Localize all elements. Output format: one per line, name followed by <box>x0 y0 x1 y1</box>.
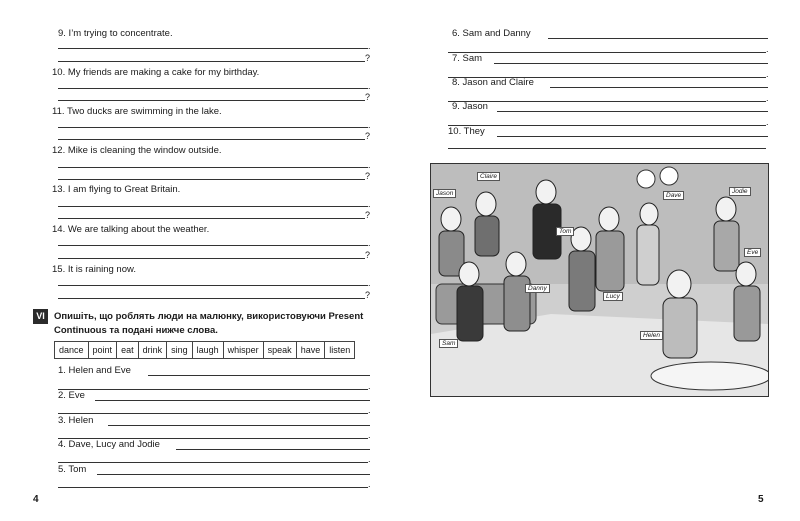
prompt-3: 3. Helen <box>58 415 94 426</box>
prompt-2: 2. Eve <box>58 390 85 401</box>
period-mark: . <box>368 120 371 130</box>
word-bank-cell: eat <box>117 342 139 359</box>
period-mark: . <box>368 238 371 248</box>
period-mark: . <box>766 69 769 79</box>
word-bank-cell: drink <box>138 342 167 359</box>
answer-line[interactable] <box>58 245 368 246</box>
exercise-item-14: 14. We are talking about the weather. <box>52 224 210 235</box>
picture-label-jodie: Jodie <box>729 187 751 196</box>
answer-line[interactable] <box>58 218 365 219</box>
question-mark: ? <box>365 53 371 63</box>
question-mark: ? <box>365 92 371 102</box>
prompt-7: 7. Sam <box>452 53 483 64</box>
answer-line[interactable] <box>448 101 766 102</box>
page-number: 5 <box>758 494 764 505</box>
prompt-1: 1. Helen and Eve <box>58 365 131 376</box>
answer-line[interactable] <box>108 425 370 426</box>
word-bank-cell: laugh <box>192 342 223 359</box>
question-mark: ? <box>365 171 371 181</box>
word-bank <box>54 341 355 359</box>
answer-line[interactable] <box>58 298 365 299</box>
answer-line[interactable] <box>58 487 368 488</box>
answer-line[interactable] <box>58 413 368 414</box>
exercise-item-12: 12. Mike is cleaning the window outside. <box>52 145 222 156</box>
answer-line[interactable] <box>497 111 768 112</box>
party-scene <box>431 164 768 396</box>
picture-label-lucy: Lucy <box>603 292 623 301</box>
word-bank-cell: have <box>296 342 325 359</box>
answer-line[interactable] <box>448 52 766 53</box>
answer-line[interactable] <box>148 375 370 376</box>
answer-line[interactable] <box>58 100 365 101</box>
prompt-10: 10. They <box>448 126 485 137</box>
answer-line[interactable] <box>58 127 368 128</box>
answer-line[interactable] <box>497 136 768 137</box>
answer-line[interactable] <box>58 389 368 390</box>
picture-label-claire: Claire <box>477 172 500 181</box>
prompt-6: 6. Sam and Danny <box>452 28 531 39</box>
word-bank-cell: whisper <box>223 342 263 359</box>
period-mark: . <box>368 81 371 91</box>
period-mark: . <box>368 41 371 51</box>
period-mark: . <box>368 199 371 209</box>
prompt-5: 5. Tom <box>58 464 87 475</box>
word-bank-cell: listen <box>325 342 355 359</box>
picture-label-tom: Tom <box>556 227 574 236</box>
exercise-item-13: 13. I am flying to Great Britain. <box>52 184 181 195</box>
answer-line[interactable] <box>58 139 365 140</box>
answer-line[interactable] <box>448 125 766 126</box>
period-mark: . <box>766 44 769 54</box>
answer-line[interactable] <box>176 449 370 450</box>
answer-line[interactable] <box>58 206 368 207</box>
section-instruction: Опишіть, що роблять люди на малюнку, використовуючи Present Continuous та подані нижче слова. <box>54 311 364 336</box>
period-mark: . <box>368 430 371 440</box>
picture-label-sam: Sam <box>439 339 458 348</box>
picture-label-helen: Helen <box>640 331 663 340</box>
prompt-8: 8. Jason and Claire <box>452 77 534 88</box>
answer-line[interactable] <box>58 285 368 286</box>
answer-line[interactable] <box>58 167 368 168</box>
word-bank-cell: speak <box>263 342 296 359</box>
period-mark: . <box>766 93 769 103</box>
question-mark: ? <box>365 250 371 260</box>
answer-line[interactable] <box>494 63 768 64</box>
page-number: 4 <box>33 494 39 505</box>
answer-line[interactable] <box>548 38 768 39</box>
answer-line[interactable] <box>448 148 766 149</box>
word-bank-cell: point <box>88 342 117 359</box>
word-bank-cell: sing <box>167 342 193 359</box>
party-illustration <box>430 163 769 397</box>
answer-line[interactable] <box>58 48 368 49</box>
exercise-item-15: 15. It is raining now. <box>52 264 136 275</box>
period-mark: . <box>368 381 371 391</box>
picture-label-eve: Eve <box>744 248 761 257</box>
period-mark: . <box>368 278 371 288</box>
prompt-9: 9. Jason <box>452 101 488 112</box>
picture-label-jason: Jason <box>433 189 456 198</box>
period-mark: . <box>368 405 371 415</box>
period-mark: . <box>368 160 371 170</box>
answer-line[interactable] <box>58 179 365 180</box>
question-mark: ? <box>365 210 371 220</box>
exercise-item-10: 10. My friends are making a cake for my birthday. <box>52 67 260 78</box>
answer-line[interactable] <box>550 87 768 88</box>
answer-line[interactable] <box>97 474 370 475</box>
answer-line[interactable] <box>58 88 368 89</box>
period-mark: . <box>766 117 769 127</box>
question-mark: ? <box>365 290 371 300</box>
exercise-item-9: 9. I’m trying to concentrate. <box>58 28 173 39</box>
answer-line[interactable] <box>95 400 370 401</box>
question-mark: ? <box>365 131 371 141</box>
word-bank-cell: dance <box>55 342 89 359</box>
period-mark: . <box>368 454 371 464</box>
picture-label-dave: Dave <box>663 191 684 200</box>
answer-line[interactable] <box>58 258 365 259</box>
answer-line[interactable] <box>58 462 368 463</box>
section-numeral: VI <box>33 309 48 324</box>
exercise-item-11: 11. Two ducks are swimming in the lake. <box>52 106 222 117</box>
answer-line[interactable] <box>58 61 365 62</box>
prompt-4: 4. Dave, Lucy and Jodie <box>58 439 160 450</box>
picture-label-danny: Danny <box>525 284 550 293</box>
period-mark: . <box>368 479 371 489</box>
